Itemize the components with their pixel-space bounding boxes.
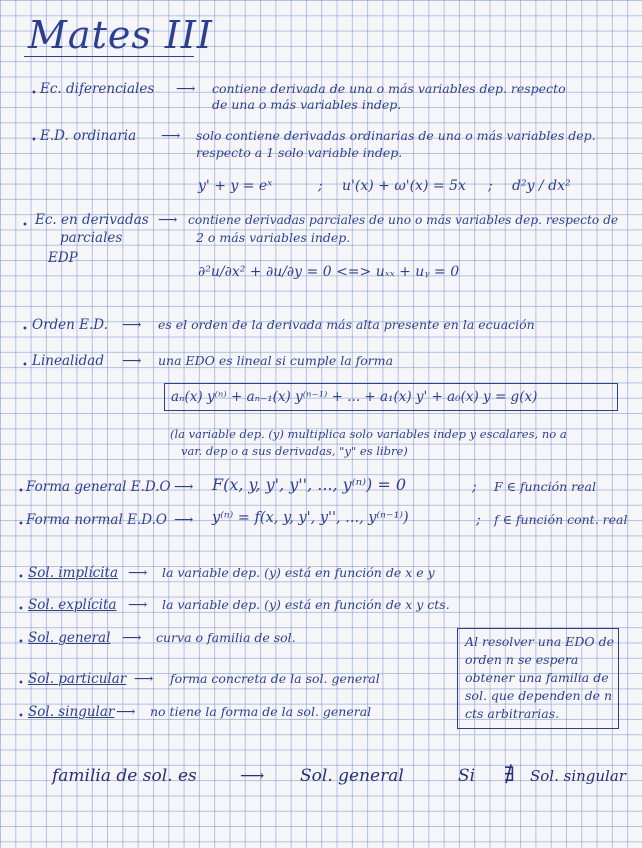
bullet: • [18,519,24,530]
note-box [457,628,619,729]
bullet: • [31,135,37,146]
separator: ; [488,178,493,194]
not-exists-icon: ∄ [504,762,515,786]
forma-general-formula: F(x, y, y', y'', ..., y⁽ⁿ⁾) = 0 [212,475,407,494]
arrow-icon: ⟶ [174,512,194,528]
forma-general-note: F ∈ función real [494,479,596,494]
separator: ; [472,479,477,495]
bullet: • [18,604,24,615]
title-underline [24,56,194,57]
arrow-icon: ⟶ [122,353,142,369]
note-box-text: Al resolver una EDO de orden n se espera obtener una familia de sol. que dependen de n cts arbitrarias. [465,634,615,721]
separator: ; [318,178,323,194]
def-ed-ordinaria-2: respecto a 1 solo variable indep. [196,145,403,160]
bullet: • [31,88,37,99]
arrow-icon: ⟶ [161,128,181,144]
term-sol-general: Sol. general [28,630,111,646]
term-ed-ordinaria: E.D. ordinaria [40,128,137,144]
term-linealidad: Linealidad [32,353,104,369]
arrow-icon: ⟶ [240,766,265,786]
def-ed-parciales-2: 2 o más variables indep. [196,230,351,245]
term-forma-general: Forma general E.D.O [26,479,171,495]
term-ec-diferenciales: Ec. diferenciales [40,81,155,97]
footer-sol-singular: Sol. singular [530,767,626,785]
linear-formula: aₙ(x) y⁽ⁿ⁾ + aₙ₋₁(x) y⁽ⁿ⁻¹⁾ + ... + a₁(x) y' + a₀(x) y = g(x) [171,389,538,405]
arrow-icon: ⟶ [176,81,196,97]
term-forma-normal: Forma normal E.D.O [26,512,167,528]
bullet: • [22,360,28,371]
bullet: • [18,572,24,583]
def-sol-general: curva o familia de sol. [156,630,296,645]
def-ec-diferenciales-2: de una o más variables indep. [212,97,402,112]
bullet: • [18,711,24,722]
def-ed-ordinaria-1: solo contiene derivadas ordinarias de una o más variables dep. [196,128,596,143]
def-sol-particular: forma concreta de la sol. general [170,671,380,686]
term-sol-singular: Sol. singular [28,704,115,720]
def-orden: es el orden de la derivada más alta presente en la ecuación [158,317,535,332]
bullet: • [18,486,24,497]
example-pde: ∂²u/∂x² + ∂u/∂y = 0 <=> uₓₓ + uᵧ = 0 [198,264,460,280]
separator: ; [476,512,481,528]
footer-sol-general: Sol. general [300,766,404,786]
forma-normal-formula: y⁽ⁿ⁾ = f(x, y, y', y'', ..., y⁽ⁿ⁻¹⁾) [212,510,409,526]
bullet: • [18,678,24,689]
example-ode-2: u'(x) + ω'(x) = 5x [342,178,466,194]
example-ode-1: y' + y = eˣ [198,178,273,194]
bullet: • [22,220,28,231]
arrow-icon: ⟶ [158,212,178,228]
term-ed-parciales-1: Ec. en derivadas [35,212,149,228]
linealidad-note-1: (la variable dep. (y) multiplica solo variables indep y escalares, no a [170,427,567,441]
def-ed-parciales-1: contiene derivadas parciales de uno o más variables dep. respecto de [188,213,619,227]
linealidad-note-2: var. dep o a sus derivadas, "y" es libre) [181,444,408,458]
term-ed-parciales-2: parciales [60,230,123,246]
def-sol-explicita: la variable dep. (y) está en función de x y cts. [162,597,450,612]
arrow-icon: ⟶ [116,704,136,720]
footer-familia: familia de sol. es [52,766,197,786]
forma-normal-note: f ∈ función cont. real [494,512,628,527]
arrow-icon: ⟶ [128,565,148,581]
def-sol-implicita: la variable dep. (y) está en función de x e y [162,565,435,580]
example-ode-3: d²y / dx² [512,178,571,194]
term-edp-abbr: EDP [48,250,78,266]
term-orden: Orden E.D. [32,317,108,333]
linear-formula-box [164,383,618,411]
def-sol-singular: no tiene la forma de la sol. general [150,704,372,719]
bullet: • [18,637,24,648]
arrow-icon: ⟶ [122,630,142,646]
def-linealidad: una EDO es lineal si cumple la forma [158,353,394,368]
term-sol-explicita: Sol. explícita [28,597,117,613]
arrow-icon: ⟶ [122,317,142,333]
footer-si: Si [458,766,476,786]
term-sol-particular: Sol. particular [28,671,127,687]
arrow-icon: ⟶ [128,597,148,613]
page-title: Mates III [28,13,213,57]
arrow-icon: ⟶ [174,479,194,495]
def-ec-diferenciales-1: contiene derivada de una o más variables dep. respecto [212,81,566,96]
term-sol-implicita: Sol. implícita [28,565,119,581]
bullet: • [22,324,28,335]
arrow-icon: ⟶ [134,671,154,687]
